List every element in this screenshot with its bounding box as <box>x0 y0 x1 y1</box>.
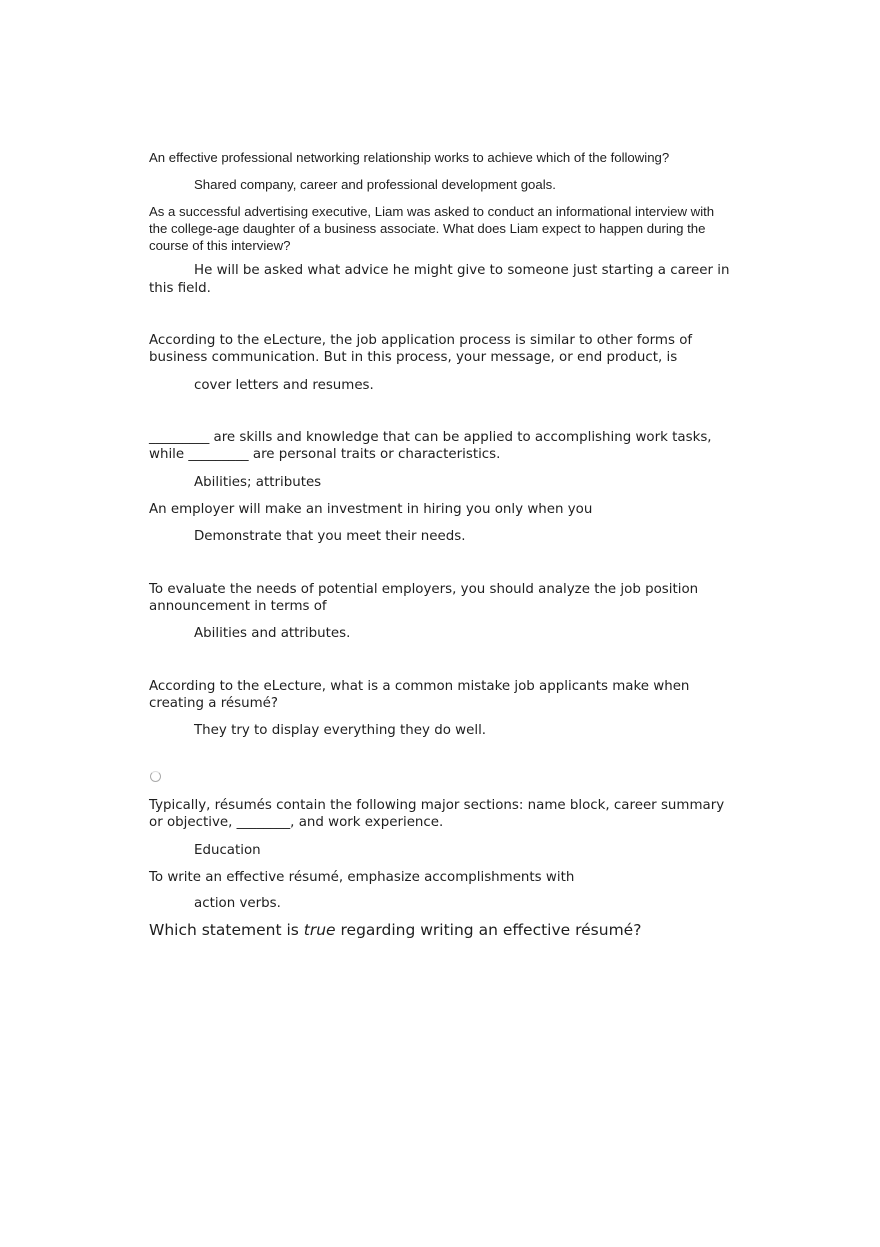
question-7: According to the eLecture, what is a common mistake job applicants make when creating a résumé? <box>149 679 690 711</box>
question-2: As a successful advertising executive, Liam was asked to conduct an informational interview with the college-age daughter of a business associate. What does Liam expect to happen during the course of this interview? <box>149 204 715 253</box>
answer-7: They try to display everything they do well. <box>194 723 487 738</box>
question-4: _________ are skills and knowledge that can be applied to accomplishing work tasks, while _________ are personal traits or characteristics. <box>149 430 712 462</box>
answer-6: Abilities and attributes. <box>194 626 351 641</box>
answer-2: He will be asked what advice he might give to someone just starting a career in this field. <box>149 263 730 296</box>
final-question-end: regarding writing an effective résumé? <box>335 921 642 939</box>
loading-spinner-icon <box>150 771 161 782</box>
answer-5: Demonstrate that you meet their needs. <box>194 529 466 544</box>
question-5: An employer will make an investment in hiring you only when you <box>149 502 593 517</box>
answer-3: cover letters and resumes. <box>194 378 374 393</box>
final-question <box>149 921 789 940</box>
answer-8: Education <box>194 843 261 858</box>
answer-9: action verbs. <box>194 896 281 911</box>
question-3: According to the eLecture, the job application process is similar to other forms of business communication. But in this process, your message, or end product, is <box>149 333 693 365</box>
question-6: To evaluate the needs of potential employers, you should analyze the job position announcement in terms of <box>149 582 699 614</box>
final-question-start: Which statement is <box>149 921 304 939</box>
final-question-emphasis: true <box>303 921 336 939</box>
question-1: An effective professional networking relationship works to achieve which of the following? <box>149 150 670 165</box>
answer-1: Shared company, career and professional development goals. <box>194 177 556 192</box>
answer-4: Abilities; attributes <box>194 475 322 490</box>
question-9: To write an effective résumé, emphasize accomplishments with <box>149 870 575 885</box>
question-8: Typically, résumés contain the following major sections: name block, career summary or objective, ________, and work experience. <box>149 798 725 830</box>
